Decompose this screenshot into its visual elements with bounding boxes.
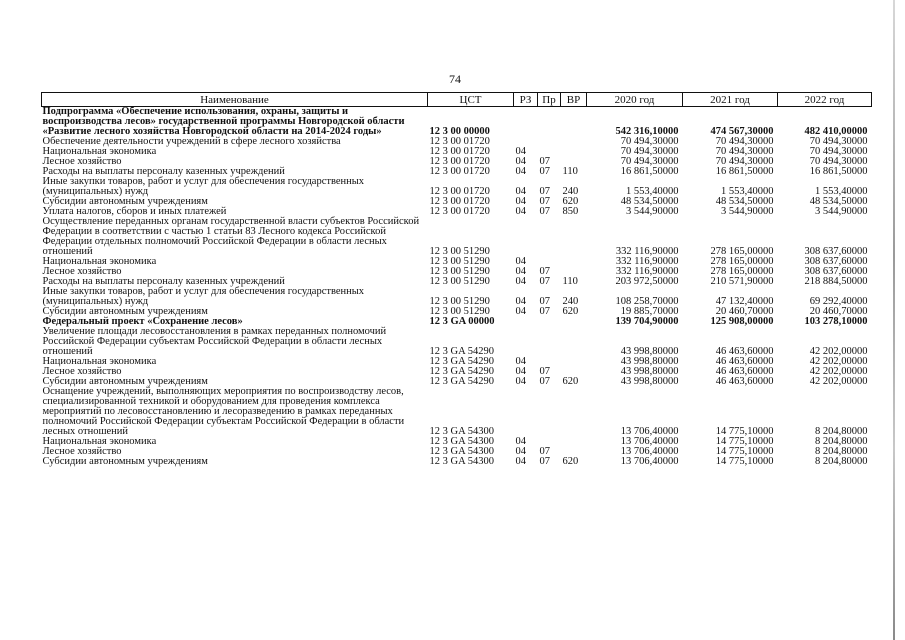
- cell-y2022: 8 204,80000: [815, 446, 868, 457]
- cell-cst: 12 3 00 01720: [429, 136, 490, 147]
- cell-name: Увеличение площади лесовосстановления в рамках переданных полномочий Российской Федерации субъектам Российской Федерации в области лесных отношений: [42, 326, 387, 357]
- cell-y2022: 42 202,00000: [809, 356, 868, 367]
- cell-y2020: 43 998,80000: [620, 376, 679, 387]
- cell-rz: 04: [515, 206, 526, 217]
- cell-cst: 12 3 GA 54300: [429, 426, 494, 437]
- cell-name: Оснащение учреждений, выполняющих мероприятия по воспроизводству лесов, специализированной техникой и оборудованием для проведения комплекса мероприятий по лесовосстановлению и лесоразведению в рамках переданных полномочий Российской Федерации субъектам Российской Федерации в области лесных отношений: [42, 386, 405, 437]
- cell-cst: 12 3 00 01720: [429, 196, 490, 207]
- cell-cst: 12 3 00 01720: [429, 206, 490, 217]
- cell-name: Субсидии автономным учреждениям: [42, 376, 208, 387]
- cell-y2020: 13 706,40000: [620, 436, 679, 447]
- cell-cst: 12 3 GA 54290: [429, 366, 494, 377]
- cell-vr: 620: [562, 196, 579, 207]
- cell-y2022: 42 202,00000: [809, 376, 868, 387]
- cell-pr: 07: [539, 306, 550, 317]
- cell-name: Осуществление переданных органам государственной власти субъектов Российской Федерации в соответствии с частью 1 статьи 83 Лесного кодекса Российской Федерации отдельных полномочий Российской Федерации в области лесных отношений: [42, 216, 420, 257]
- cell-y2020: 1 553,40000: [626, 186, 679, 197]
- cell-vr: 620: [562, 376, 579, 387]
- cell-rz: 04: [515, 186, 526, 197]
- page-number: 74: [449, 72, 461, 86]
- header-vr: ВР: [561, 93, 587, 107]
- cell-name: Лесное хозяйство: [42, 366, 122, 377]
- cell-y2021: 46 463,60000: [715, 346, 774, 357]
- cell-vr: [561, 107, 587, 138]
- cell-cst: 12 3 GA 00000: [429, 316, 495, 327]
- cell-vr: [561, 257, 587, 267]
- cell-y2020: 108 258,70000: [615, 296, 679, 307]
- cell-y2022: 16 861,50000: [809, 166, 868, 177]
- cell-y2020: 43 998,80000: [620, 366, 679, 377]
- cell-name: Иные закупки товаров, работ и услуг для обеспечения государственных (муниципальных) нужд: [42, 176, 365, 197]
- cell-y2022: 70 494,30000: [809, 136, 868, 147]
- cell-pr: 07: [539, 266, 550, 277]
- cell-y2021: 46 463,60000: [715, 356, 774, 367]
- cell-cst: 12 3 GA 54290: [429, 356, 494, 367]
- cell-pr: 07: [539, 166, 550, 177]
- cell-pr: 07: [539, 156, 550, 167]
- cell-y2022: 308 637,60000: [804, 256, 868, 267]
- cell-name: Субсидии автономным учреждениям: [42, 196, 208, 207]
- cell-y2021: 70 494,30000: [715, 146, 774, 157]
- cell-name: Лесное хозяйство: [42, 446, 122, 457]
- cell-name: Национальная экономика: [42, 356, 157, 367]
- cell-y2022: 69 292,40000: [809, 296, 868, 307]
- cell-pr: 07: [539, 446, 550, 457]
- cell-pr: [538, 137, 561, 147]
- cell-y2022: 308 637,60000: [804, 246, 868, 257]
- cell-rz: [514, 107, 538, 138]
- table-row: [42, 177, 872, 197]
- cell-y2022: 1 553,40000: [815, 186, 868, 197]
- cell-cst: 12 3 00 51290: [429, 256, 490, 267]
- cell-cst: 12 3 00 01720: [429, 146, 490, 157]
- cell-pr: [538, 317, 561, 327]
- cell-pr: [538, 387, 561, 437]
- cell-y2021: 125 908,00000: [710, 316, 774, 327]
- cell-name: Расходы на выплаты персоналу казенных учреждений: [42, 276, 285, 287]
- cell-rz: [514, 217, 538, 257]
- cell-cst: 12 3 00 51290: [429, 276, 490, 287]
- cell-vr: [561, 147, 587, 157]
- cell-rz: 04: [515, 366, 526, 377]
- cell-y2021: 16 861,50000: [715, 166, 774, 177]
- cell-name: Федеральный проект «Сохранение лесов»: [42, 316, 243, 327]
- cell-y2021: 46 463,60000: [715, 366, 774, 377]
- cell-rz: 04: [515, 306, 526, 317]
- cell-y2020: 332 116,90000: [615, 266, 679, 277]
- table-row: [42, 387, 872, 437]
- cell-y2021: 20 460,70000: [715, 306, 774, 317]
- cell-cst: 12 3 00 01720: [429, 186, 490, 197]
- cell-y2021: 70 494,30000: [715, 156, 774, 167]
- cell-vr: 620: [562, 456, 579, 467]
- cell-vr: [561, 357, 587, 367]
- cell-vr: [561, 387, 587, 437]
- cell-y2022: 308 637,60000: [804, 266, 868, 277]
- cell-y2020: 70 494,30000: [620, 136, 679, 147]
- table-row: [42, 107, 872, 138]
- table-header-row: [42, 93, 872, 107]
- cell-rz: 04: [515, 276, 526, 287]
- cell-y2022: 8 204,80000: [815, 426, 868, 437]
- cell-name: Национальная экономика: [42, 256, 157, 267]
- cell-cst: 12 3 GA 54300: [429, 436, 494, 447]
- cell-cst: 12 3 00 01720: [429, 156, 490, 167]
- cell-rz: 04: [515, 446, 526, 457]
- cell-pr: 07: [539, 186, 550, 197]
- cell-rz: 04: [515, 156, 526, 167]
- cell-pr: 07: [539, 196, 550, 207]
- table-row: [42, 287, 872, 307]
- cell-vr: [561, 137, 587, 147]
- cell-name: Субсидии автономным учреждениям: [42, 306, 208, 317]
- cell-vr: 620: [562, 306, 579, 317]
- cell-y2021: 46 463,60000: [715, 376, 774, 387]
- cell-y2020: 13 706,40000: [620, 426, 679, 437]
- cell-pr: 07: [539, 456, 550, 467]
- cell-y2022: 20 460,70000: [809, 306, 868, 317]
- cell-name: Подпрограмма «Обеспечение использования, охраны, защиты и воспроизводства лесов» государственной программы Новгородской области «Развитие лесного хозяйства Новгородской области на 2014-2024 годы»: [42, 106, 405, 137]
- cell-pr: [538, 107, 561, 138]
- cell-y2020: 332 116,90000: [615, 246, 679, 257]
- cell-cst: 12 3 GA 54300: [429, 456, 494, 467]
- cell-cst: 12 3 GA 54290: [429, 346, 494, 357]
- header-2020: 2020 год: [587, 93, 683, 107]
- cell-name: Иные закупки товаров, работ и услуг для обеспечения государственных (муниципальных) нужд: [42, 286, 365, 307]
- cell-rz: 04: [515, 296, 526, 307]
- cell-y2021: 48 534,50000: [715, 196, 774, 207]
- table-row: [42, 457, 872, 467]
- cell-y2021: 278 165,00000: [710, 256, 774, 267]
- cell-rz: 04: [515, 266, 526, 277]
- cell-y2021: 14 775,10000: [715, 456, 774, 467]
- cell-y2021: 1 553,40000: [721, 186, 774, 197]
- cell-y2020: 48 534,50000: [620, 196, 679, 207]
- cell-pr: 07: [539, 376, 550, 387]
- cell-y2021: 210 571,90000: [710, 276, 774, 287]
- cell-y2020: 70 494,30000: [620, 156, 679, 167]
- cell-name: Обеспечение деятельности учреждений в сфере лесного хозяйства: [42, 136, 341, 147]
- cell-vr: 850: [562, 206, 579, 217]
- cell-cst: 12 3 GA 54290: [429, 376, 494, 387]
- cell-y2021: 3 544,90000: [721, 206, 774, 217]
- table-row: [42, 327, 872, 357]
- cell-name: Лесное хозяйство: [42, 266, 122, 277]
- cell-cst: 12 3 00 51290: [429, 306, 490, 317]
- cell-y2022: 482 410,00000: [804, 126, 868, 137]
- cell-pr: [538, 327, 561, 357]
- scan-edge-shadow: [893, 0, 895, 640]
- cell-y2022: 42 202,00000: [809, 366, 868, 377]
- cell-y2022: 8 204,80000: [815, 456, 868, 467]
- header-pr: Пр: [538, 93, 561, 107]
- cell-vr: 110: [562, 276, 578, 287]
- cell-vr: [561, 317, 587, 327]
- cell-rz: [514, 387, 538, 437]
- cell-cst: 12 3 00 01720: [429, 166, 490, 177]
- cell-pr: 07: [539, 366, 550, 377]
- cell-rz: 04: [515, 146, 526, 157]
- cell-cst: 12 3 00 51290: [429, 266, 490, 277]
- header-rz: РЗ: [514, 93, 538, 107]
- cell-y2020: 542 316,10000: [615, 126, 679, 137]
- cell-vr: [561, 437, 587, 447]
- cell-y2021: 14 775,10000: [715, 436, 774, 447]
- cell-y2021: 47 132,40000: [715, 296, 774, 307]
- cell-cst: 12 3 GA 54300: [429, 446, 494, 457]
- cell-rz: 04: [515, 256, 526, 267]
- cell-pr: [538, 217, 561, 257]
- cell-pr: 07: [539, 296, 550, 307]
- cell-rz: 04: [515, 376, 526, 387]
- cell-vr: 240: [562, 296, 579, 307]
- cell-y2020: 139 704,90000: [615, 316, 679, 327]
- cell-y2022: 218 884,50000: [804, 276, 868, 287]
- cell-y2022: 70 494,30000: [809, 146, 868, 157]
- header-name: Наименование: [42, 93, 428, 107]
- header-2022: 2022 год: [778, 93, 872, 107]
- cell-name: Субсидии автономным учреждениям: [42, 456, 208, 467]
- cell-y2020: 13 706,40000: [620, 446, 679, 457]
- cell-pr: 07: [539, 206, 550, 217]
- cell-y2020: 332 116,90000: [615, 256, 679, 267]
- cell-y2021: 278 165,00000: [710, 246, 774, 257]
- table-body: [42, 107, 872, 468]
- cell-name: Национальная экономика: [42, 436, 157, 447]
- cell-y2022: 70 494,30000: [809, 156, 868, 167]
- cell-cst: 12 3 00 51290: [429, 246, 490, 257]
- cell-y2021: 70 494,30000: [715, 136, 774, 147]
- cell-rz: [514, 327, 538, 357]
- cell-rz: 04: [515, 196, 526, 207]
- cell-y2022: 103 278,10000: [804, 316, 868, 327]
- cell-cst: 12 3 00 00000: [429, 126, 490, 137]
- cell-y2022: 8 204,80000: [815, 436, 868, 447]
- cell-name: Лесное хозяйство: [42, 156, 122, 167]
- cell-vr: 240: [562, 186, 579, 197]
- cell-rz: 04: [515, 456, 526, 467]
- cell-name: Расходы на выплаты персоналу казенных учреждений: [42, 166, 285, 177]
- header-2021: 2021 год: [683, 93, 778, 107]
- cell-y2020: 19 885,70000: [620, 306, 679, 317]
- cell-name: Уплата налогов, сборов и иных платежей: [42, 206, 227, 217]
- cell-y2020: 43 998,80000: [620, 356, 679, 367]
- cell-y2020: 43 998,80000: [620, 346, 679, 357]
- cell-vr: [561, 217, 587, 257]
- cell-y2021: 14 775,10000: [715, 446, 774, 457]
- cell-rz: [514, 317, 538, 327]
- cell-y2022: 42 202,00000: [809, 346, 868, 357]
- cell-y2022: 48 534,50000: [809, 196, 868, 207]
- cell-rz: 04: [515, 356, 526, 367]
- cell-name: Национальная экономика: [42, 146, 157, 157]
- cell-y2022: 3 544,90000: [815, 206, 868, 217]
- cell-y2020: 13 706,40000: [620, 456, 679, 467]
- cell-y2021: 14 775,10000: [715, 426, 774, 437]
- header-cst: ЦСТ: [428, 93, 514, 107]
- table-row: [42, 217, 872, 257]
- budget-table: [41, 92, 872, 467]
- cell-pr: 07: [539, 276, 550, 287]
- cell-y2020: 3 544,90000: [626, 206, 679, 217]
- cell-y2021: 278 165,00000: [710, 266, 774, 277]
- cell-y2020: 203 972,50000: [615, 276, 679, 287]
- cell-rz: 04: [515, 166, 526, 177]
- cell-y2020: 70 494,30000: [620, 146, 679, 157]
- cell-cst: 12 3 00 51290: [429, 296, 490, 307]
- cell-y2020: 16 861,50000: [620, 166, 679, 177]
- cell-rz: 04: [515, 436, 526, 447]
- cell-vr: 110: [562, 166, 578, 177]
- cell-vr: [561, 327, 587, 357]
- cell-y2021: 474 567,30000: [710, 126, 774, 137]
